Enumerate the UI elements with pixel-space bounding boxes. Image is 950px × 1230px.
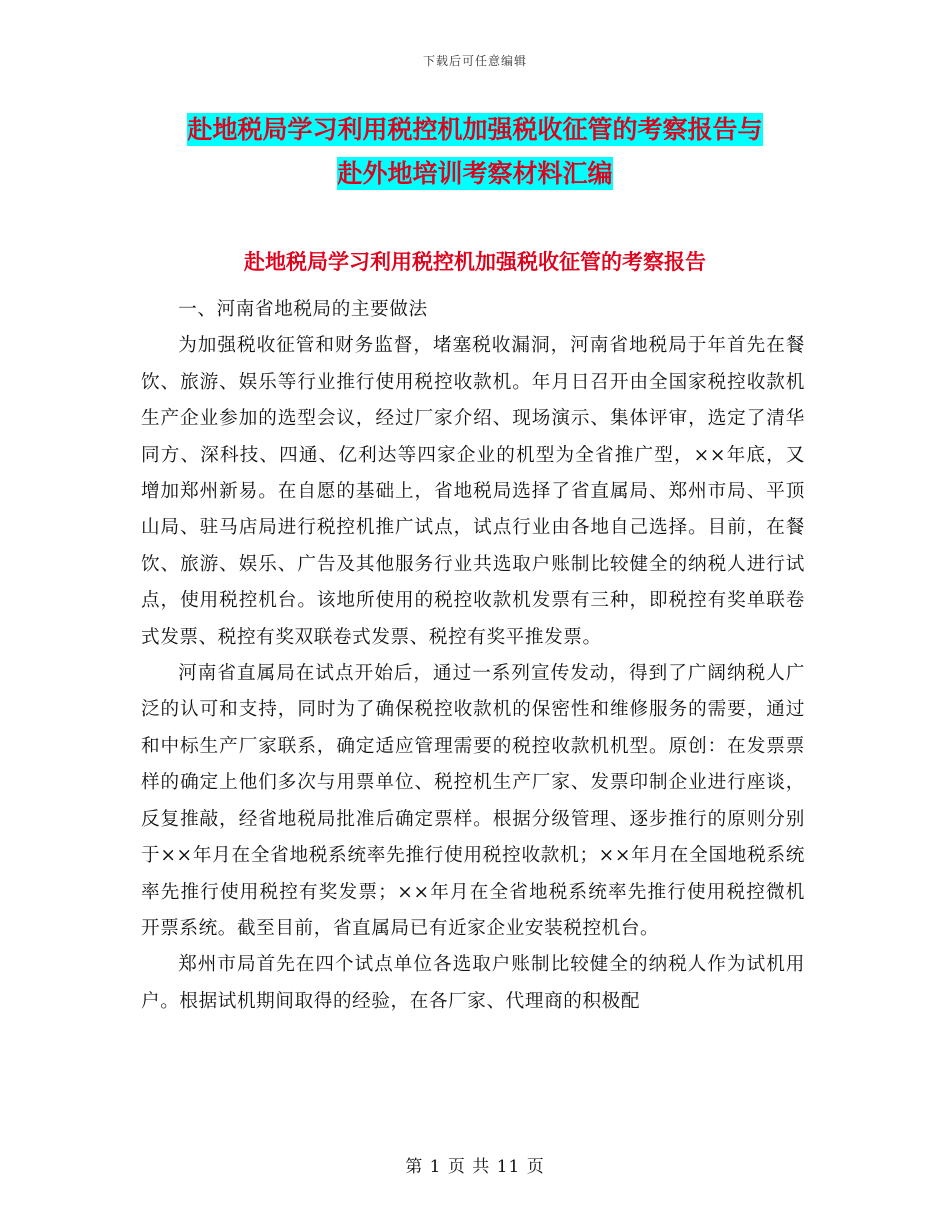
main-title-line-1 [60, 114, 890, 146]
body-paragraph-2: 河南省直属局在试点开始后，通过一系列宣传发动，得到了广阔纳税人广泛的认可和支持，同时为了确保税控收款机的保密性和维修服务的需要，通过和中标生产厂家联系，确定适应管理需要的税控收款机机型。原创：在发票票样的确定上他们多次与用票单位、税控机生产厂家、发票印制企业进行座谈，反复推敲，经省地税局批准后确定票样。根据分级管理、逐步推行的原则分别于××年月在全省地税系统率先推行使用税控收款机；××年月在全国地税系统率先推行使用税控有奖发票；××年月在全省地税系统率先推行使用税控微机开票系统。截至目前，省直属局已有近家企业安装税控机台。 [141, 663, 805, 939]
page-footer: 第 1 页 共 11 页 [405, 1157, 545, 1177]
main-title-line-1-text: 赴地税局学习利用税控机加强税收征管的考察报告与 [187, 115, 763, 144]
header-note: 下载后可任意编辑 [422, 54, 527, 68]
report-subtitle: 赴地税局学习利用税控机加强税收征管的考察报告 [244, 250, 706, 274]
body-text [141, 292, 805, 1020]
body-paragraph-3: 郑州市局首先在四个试点单位各选取户账制比较健全的纳税人作为试机用户。根据试机期间取得的经验，在各厂家、代理商的积极配 [141, 954, 805, 1012]
main-title-line-2 [60, 158, 890, 190]
section-heading: 一、河南省地税局的主要做法 [178, 299, 428, 320]
body-paragraph-1: 为加强税收征管和财务监督，堵塞税收漏洞，河南省地税局于年首先在餐饮、旅游、娱乐等行业推行使用税控收款机。年月日召开由全国家税控收款机生产企业参加的选型会议，经过厂家介绍、现场演示、集体评审，选定了清华同方、深科技、四通、亿利达等四家企业的机型为全省推广型，××年底，又增加郑州新易。在自愿的基础上，省地税局选择了省直属局、郑州市局、平顶山局、驻马店局进行税控机推广试点，试点行业由各地自己选择。目前，在餐饮、旅游、娱乐、广告及其他服务行业共选取户账制比较健全的纳税人进行试点，使用税控机台。该地所使用的税控收款机发票有三种，即税控有奖单联卷式发票、税控有奖双联卷式发票、税控有奖平推发票。 [141, 335, 805, 648]
main-title-line-2-text: 赴外地培训考察材料汇编 [337, 159, 613, 188]
